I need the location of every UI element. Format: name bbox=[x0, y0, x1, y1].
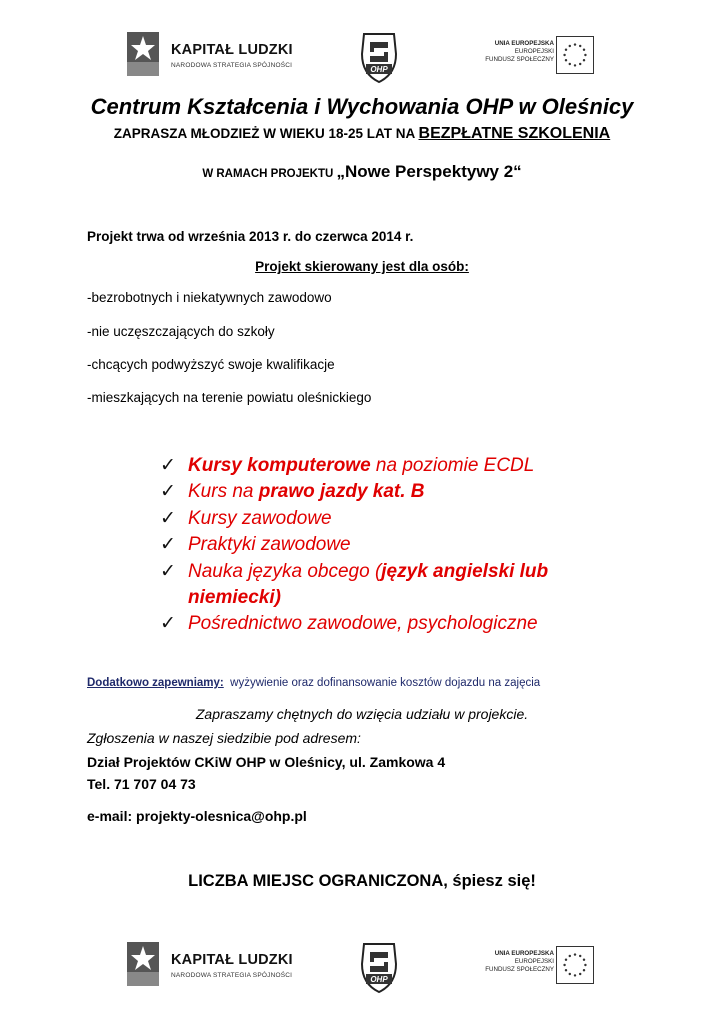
kapital-ludzki-logo bbox=[127, 30, 327, 92]
ohp-emblem-icon bbox=[358, 30, 400, 86]
kapital-ludzki-title: KAPITAŁ LUDZKI bbox=[171, 42, 293, 58]
target-group-3: -chcących podwyższyć swoje kwalifikacje bbox=[87, 357, 335, 372]
invite-emphasis: BEZPŁATNE SZKOLENIA bbox=[418, 125, 611, 142]
kapital-ludzki-icon bbox=[127, 942, 159, 986]
target-group-4: -mieszkających na terenie powiatu oleśnickiego bbox=[87, 390, 372, 405]
check-icon: ✓ bbox=[160, 507, 176, 529]
eu-logo bbox=[466, 36, 606, 80]
ohp-emblem-icon bbox=[358, 940, 400, 996]
header-logo-bar bbox=[0, 30, 724, 100]
kapital-ludzki-title: KAPITAŁ LUDZKI bbox=[171, 952, 293, 968]
contact-invite: Zapraszamy chętnych do wzięcia udziału w projekcie. bbox=[195, 706, 529, 722]
kapital-ludzki-subtitle: NARODOWA STRATEGIA SPÓJNOŚCI bbox=[171, 972, 293, 979]
eu-flag-icon bbox=[556, 946, 594, 984]
offer-list bbox=[160, 453, 600, 638]
ohp-label: OHP bbox=[370, 65, 388, 74]
target-group-1: -bezrobotnych i niekatywnych zawodowo bbox=[87, 290, 332, 305]
invite-line bbox=[0, 125, 724, 143]
project-duration: Projekt trwa od września 2013 r. do czerwca 2014 r. bbox=[87, 229, 414, 244]
check-icon: ✓ bbox=[160, 534, 176, 556]
extra-text: wyżywienie oraz dofinansowanie kosztów dojazdu na zajęcia bbox=[230, 677, 541, 689]
project-name: „Nowe Perspektywy 2“ bbox=[336, 162, 522, 181]
ohp-logo bbox=[358, 30, 400, 86]
ohp-logo bbox=[358, 940, 400, 996]
offer-item: ✓ Pośrednictwo zawodowe, psychologiczne bbox=[160, 611, 600, 637]
kapital-ludzki-logo bbox=[127, 940, 327, 1002]
contact-phone: Tel. 71 707 04 73 bbox=[87, 776, 196, 792]
eu-logo bbox=[466, 946, 606, 990]
closing-line: LICZBA MIEJSC OGRANICZONA, śpiesz się! bbox=[188, 872, 536, 890]
offer-item: ✓ Kurs na prawo jazdy kat. B bbox=[160, 479, 600, 505]
contact-apply: Zgłoszenia w naszej siedzibie pod adresem: bbox=[87, 730, 361, 746]
eu-flag-icon bbox=[556, 36, 594, 74]
footer-logo-bar bbox=[0, 940, 724, 1010]
extra-label: Dodatkowo zapewniamy: bbox=[87, 677, 224, 689]
check-icon: ✓ bbox=[160, 560, 176, 582]
kapital-ludzki-subtitle: NARODOWA STRATEGIA SPÓJNOŚCI bbox=[171, 62, 293, 69]
check-icon: ✓ bbox=[160, 613, 176, 635]
project-prefix: W RAMACH PROJEKTU bbox=[202, 168, 337, 180]
kapital-ludzki-icon bbox=[127, 32, 159, 76]
offer-item: ✓ Nauka języka obcego (język angielski lub niemiecki) bbox=[160, 560, 549, 609]
eu-line-3: FUNDUSZ SPOŁECZNY bbox=[485, 56, 554, 63]
check-icon: ✓ bbox=[160, 481, 176, 503]
extra-line bbox=[87, 677, 540, 689]
page-title: Centrum Kształcenia i Wychowania OHP w Oleśnicy bbox=[90, 94, 634, 119]
target-group-2: -nie uczęszczających do szkoły bbox=[87, 324, 275, 339]
contact-email: e-mail: projekty-olesnica@ohp.pl bbox=[87, 808, 307, 824]
eu-line-1: UNIA EUROPEJSKA bbox=[494, 950, 554, 957]
project-line bbox=[0, 162, 724, 182]
eu-line-2: EUROPEJSKI bbox=[514, 48, 554, 55]
invite-prefix: ZAPRASZA MŁODZIEŻ W WIEKU 18-25 LAT NA bbox=[113, 126, 419, 141]
eu-line-3: FUNDUSZ SPOŁECZNY bbox=[485, 966, 554, 973]
eu-line-2: EUROPEJSKI bbox=[514, 958, 554, 965]
eu-line-1: UNIA EUROPEJSKA bbox=[494, 40, 554, 47]
offer-item: ✓ Kursy komputerowe na poziomie ECDL bbox=[160, 453, 600, 479]
offer-item: ✓ Praktyki zawodowe bbox=[160, 532, 600, 558]
contact-address: Dział Projektów CKiW OHP w Oleśnicy, ul. Zamkowa 4 bbox=[87, 754, 446, 770]
ohp-label: OHP bbox=[370, 975, 388, 984]
target-heading: Projekt skierowany jest dla osób: bbox=[255, 259, 469, 274]
check-icon: ✓ bbox=[160, 455, 176, 476]
offer-item: ✓ Kursy zawodowe bbox=[160, 506, 600, 532]
